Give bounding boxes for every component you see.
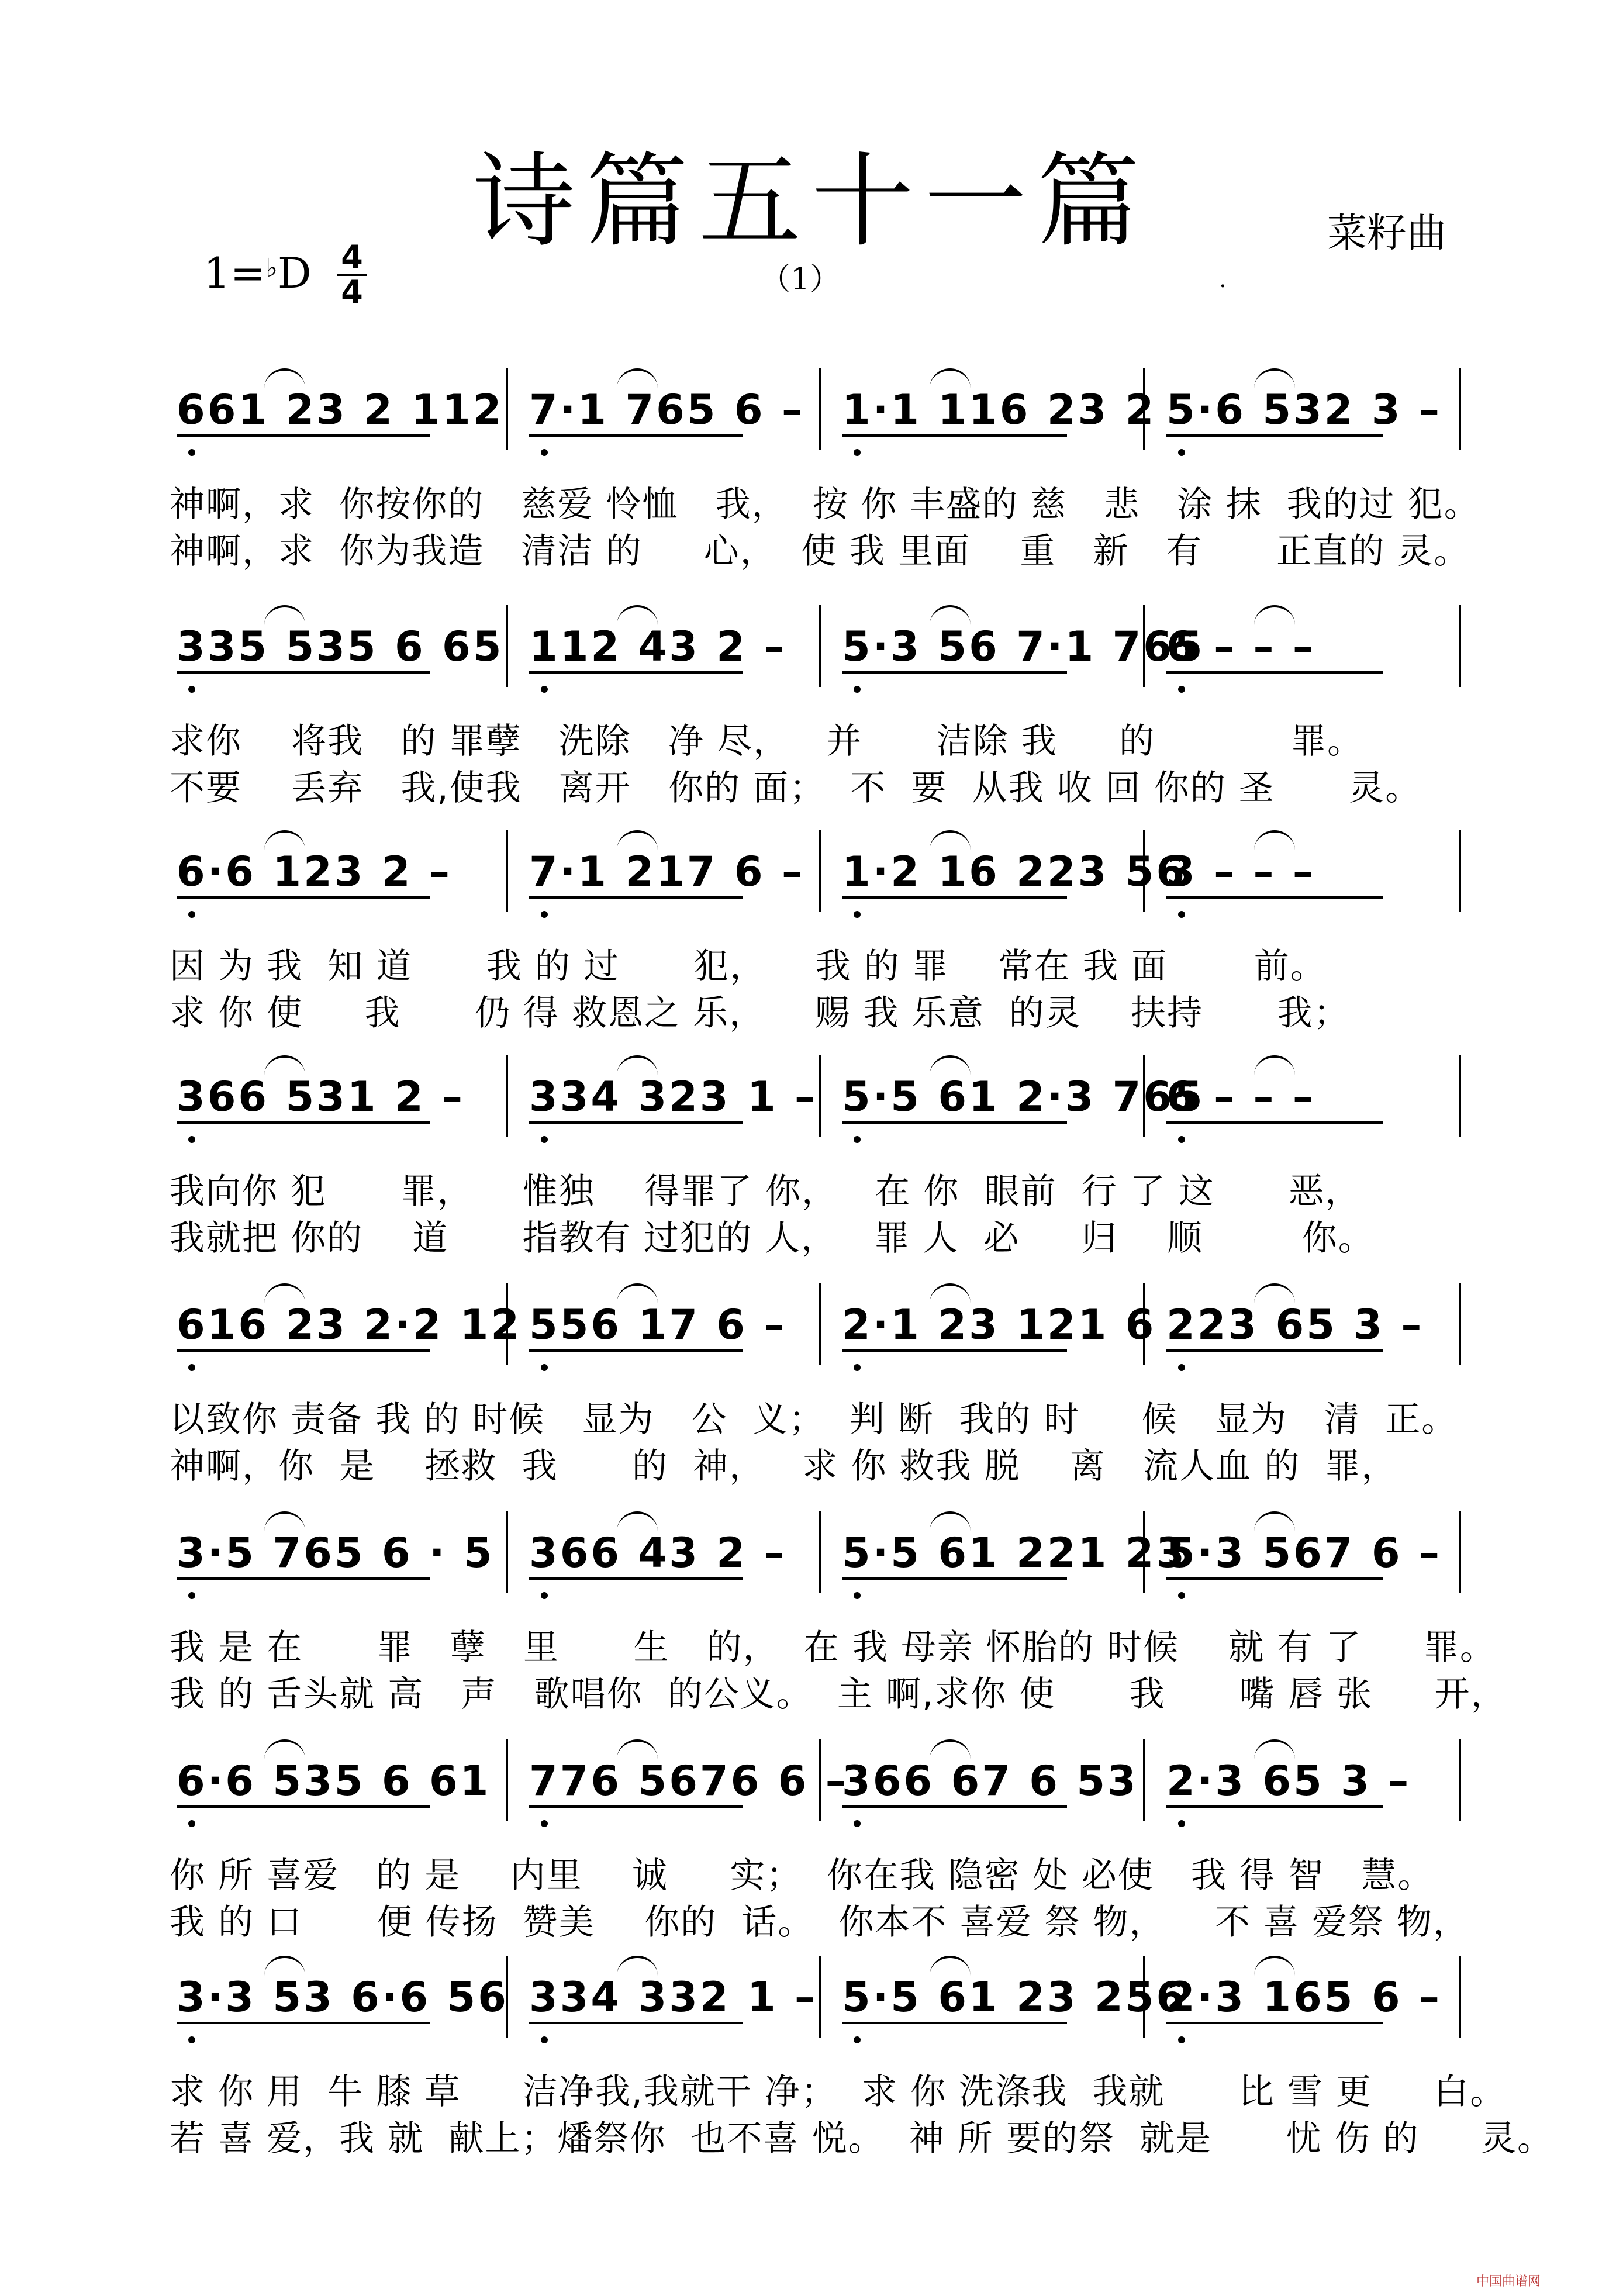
low-octave-dot bbox=[1178, 686, 1185, 693]
beam-underline bbox=[529, 434, 743, 437]
slur-mark bbox=[617, 1511, 658, 1531]
measure-notes: 7·1 217 6 – bbox=[529, 848, 804, 896]
lyric-verse-2: 神啊，求 你为我造 清洁 的 心， 使 我 里面 重 新 有 正直的 灵。 bbox=[170, 531, 1470, 572]
low-octave-dot bbox=[541, 449, 548, 456]
low-octave-dot bbox=[1178, 1592, 1185, 1599]
slur-mark bbox=[1254, 605, 1295, 625]
lyric-verse-1: 你 所 喜爱 的 是 内里 诚 实； 你在我 隐密 处 必使 我 得 智 慧。 bbox=[170, 1855, 1434, 1896]
slur-mark bbox=[930, 368, 971, 388]
beam-underline bbox=[177, 434, 430, 437]
lyric-verse-2: 求 你 使 我 仍 得 救恩之 乐， 赐 我 乐意 的灵 扶持 我； bbox=[170, 993, 1350, 1034]
slur-mark bbox=[617, 1956, 658, 1976]
beam-underline bbox=[529, 1577, 743, 1580]
lyric-verse-2: 我就把 你的 道 指教有 过犯的 人， 罪 人 必 归 顺 你。 bbox=[170, 1218, 1375, 1259]
part-number: （1） bbox=[760, 262, 841, 297]
measure-notes: 5·3 56 7·1 765 bbox=[842, 623, 1205, 671]
slur-mark bbox=[1254, 368, 1295, 388]
composer-credit: 菜籽曲 bbox=[1327, 210, 1447, 257]
barline bbox=[1459, 368, 1461, 450]
beam-underline bbox=[1166, 434, 1383, 437]
barline bbox=[1143, 1739, 1145, 1821]
low-octave-dot bbox=[854, 2036, 861, 2043]
slur-mark bbox=[1254, 1739, 1295, 1759]
measure-notes: 2·1 23 121 6 bbox=[842, 1301, 1156, 1349]
barline bbox=[506, 1055, 508, 1137]
slur-mark bbox=[264, 1511, 305, 1531]
slur-mark bbox=[617, 1739, 658, 1759]
beam-underline bbox=[1166, 1349, 1383, 1352]
barline bbox=[506, 830, 508, 912]
measure-notes: 661 23 2 112 bbox=[177, 386, 504, 434]
beam-underline bbox=[1166, 1805, 1383, 1808]
barline bbox=[1459, 605, 1461, 687]
measure-notes: 5·5 61 221 23 bbox=[842, 1529, 1187, 1577]
beam-underline bbox=[1166, 1577, 1383, 1580]
beam-underline bbox=[529, 1805, 743, 1808]
beam-underline bbox=[529, 2022, 743, 2024]
lyric-verse-1: 求 你 用 牛 膝 草 洁净我,我就干 净； 求 你 洗涤我 我就 比 雪 更 白。 bbox=[170, 2071, 1507, 2112]
page-title: 诗篇五十一篇 bbox=[473, 143, 1150, 261]
low-octave-dot bbox=[1178, 911, 1185, 918]
slur-mark bbox=[1254, 1283, 1295, 1303]
measure-notes: 6·6 123 2 – bbox=[177, 848, 452, 896]
slur-mark bbox=[264, 1055, 305, 1075]
beam-underline bbox=[177, 1577, 430, 1580]
low-octave-dot bbox=[541, 1592, 548, 1599]
low-octave-dot bbox=[188, 1820, 195, 1827]
low-octave-dot bbox=[188, 1136, 195, 1143]
low-octave-dot bbox=[188, 1592, 195, 1599]
measure-notes: 112 43 2 – bbox=[529, 623, 787, 671]
barline bbox=[819, 830, 821, 912]
measure-notes: 366 43 2 – bbox=[529, 1529, 787, 1577]
barline bbox=[1459, 830, 1461, 912]
low-octave-dot bbox=[188, 1364, 195, 1371]
low-octave-dot bbox=[854, 1364, 861, 1371]
lyric-verse-1: 因 为 我 知 道 我 的 过 犯， 我 的 罪 常在 我 面 前。 bbox=[170, 946, 1327, 987]
low-octave-dot bbox=[854, 1592, 861, 1599]
low-octave-dot bbox=[854, 686, 861, 693]
slur-mark bbox=[1254, 1055, 1295, 1075]
lyric-verse-2: 我 的 舌头就 高 声 歌唱你 的公义。 主 啊,求你 使 我 嘴 唇 张 开， bbox=[170, 1674, 1507, 1715]
low-octave-dot bbox=[1178, 1820, 1185, 1827]
beam-underline bbox=[177, 671, 430, 674]
barline bbox=[1459, 1956, 1461, 2038]
measure-notes: 2·3 165 6 – bbox=[1166, 1973, 1442, 2021]
low-octave-dot bbox=[1178, 1364, 1185, 1371]
slur-mark bbox=[264, 830, 305, 850]
barline bbox=[506, 368, 508, 450]
measure-notes: 5·6 532 3 – bbox=[1166, 386, 1442, 434]
beam-underline bbox=[842, 434, 1067, 437]
low-octave-dot bbox=[854, 1820, 861, 1827]
low-octave-dot bbox=[1178, 2036, 1185, 2043]
slur-mark bbox=[930, 830, 971, 850]
beam-underline bbox=[842, 896, 1067, 899]
lyric-verse-2: 若 喜 爱，我 就 献上；燔祭你 也不喜 悦。 神 所 要的祭 就是 忧 伤 的 灵。 bbox=[170, 2118, 1553, 2159]
measure-notes: 6·6 535 6 61 bbox=[177, 1757, 491, 1805]
slur-mark bbox=[617, 368, 658, 388]
low-octave-dot bbox=[188, 911, 195, 918]
measure-notes: 334 332 1 – bbox=[529, 1973, 818, 2021]
beam-underline bbox=[842, 1121, 1067, 1124]
slur-mark bbox=[930, 1055, 971, 1075]
measure-notes: 556 17 6 – bbox=[529, 1301, 787, 1349]
slur-mark bbox=[1254, 830, 1295, 850]
low-octave-dot bbox=[541, 1820, 548, 1827]
slur-mark bbox=[617, 830, 658, 850]
slur-mark bbox=[264, 1956, 305, 1976]
slur-mark bbox=[930, 1739, 971, 1759]
barline bbox=[819, 605, 821, 687]
time-top: 4 bbox=[341, 239, 363, 275]
slur-mark bbox=[1254, 1511, 1295, 1531]
slur-mark bbox=[930, 605, 971, 625]
lyric-verse-1: 我向你 犯 罪， 惟独 得罪了 你， 在 你 眼前 行 了 这 恶， bbox=[170, 1171, 1362, 1212]
slur-mark bbox=[930, 1956, 971, 1976]
beam-underline bbox=[1166, 2022, 1383, 2024]
beam-underline bbox=[842, 1349, 1067, 1352]
lyric-verse-1: 求你 将我 的 罪孽 洗除 净 尽， 并 洁除 我 的 罪。 bbox=[170, 721, 1363, 762]
beam-underline bbox=[529, 1349, 743, 1352]
beam-underline bbox=[529, 896, 743, 899]
measure-notes: 1·1 116 23 2 bbox=[842, 386, 1156, 434]
measure-notes: 366 67 6 53 bbox=[842, 1757, 1138, 1805]
beam-underline bbox=[842, 671, 1067, 674]
barline bbox=[819, 1511, 821, 1593]
time-bottom: 4 bbox=[341, 274, 363, 310]
low-octave-dot bbox=[854, 1136, 861, 1143]
barline bbox=[819, 1956, 821, 2038]
barline bbox=[506, 1511, 508, 1593]
low-octave-dot bbox=[541, 686, 548, 693]
beam-underline bbox=[529, 1121, 743, 1124]
beam-underline bbox=[842, 1577, 1067, 1580]
beam-underline bbox=[177, 2022, 430, 2024]
measure-notes: 7·1 765 6 – bbox=[529, 386, 804, 434]
key-signature bbox=[203, 248, 312, 298]
slur-mark bbox=[264, 1283, 305, 1303]
measure-notes: 3·3 53 6·6 56 bbox=[177, 1973, 509, 2021]
beam-underline bbox=[177, 1121, 430, 1124]
slur-mark bbox=[1254, 1956, 1295, 1976]
beam-underline bbox=[177, 896, 430, 899]
slur-mark bbox=[264, 368, 305, 388]
beam-underline bbox=[1166, 671, 1383, 674]
beam-underline bbox=[177, 1349, 430, 1352]
lyric-verse-2: 不要 丢弃 我,使我 离开 你的 面； 不 要 从我 收 回 你的 圣 灵。 bbox=[170, 768, 1422, 809]
barline bbox=[506, 1739, 508, 1821]
slur-mark bbox=[617, 1283, 658, 1303]
measure-notes: 5·5 61 2·3 765 bbox=[842, 1073, 1205, 1121]
barline bbox=[506, 605, 508, 687]
lyric-verse-2: 神啊，你 是 拯救 我 的 神， 求 你 救我 脱 离 流人血 的 罪， bbox=[170, 1446, 1398, 1487]
key-prefix: 1= bbox=[203, 248, 266, 298]
measure-notes: 5·3 567 6 – bbox=[1166, 1529, 1442, 1577]
lyric-verse-1: 神啊，求 你按你的 慈爱 怜恤 我， 按 你 丰盛的 慈 悲 涂 抹 我的过 犯。 bbox=[170, 484, 1480, 525]
measure-notes: 1·2 16 223 56 bbox=[842, 848, 1187, 896]
measure-notes: 223 65 3 – bbox=[1166, 1301, 1424, 1349]
slur-mark bbox=[617, 605, 658, 625]
beam-underline bbox=[177, 1805, 430, 1808]
measure-notes: 5·5 61 23 256 bbox=[842, 1973, 1187, 2021]
low-octave-dot bbox=[541, 911, 548, 918]
low-octave-dot bbox=[541, 1136, 548, 1143]
time-signature bbox=[334, 241, 370, 309]
low-octave-dot bbox=[854, 449, 861, 456]
low-octave-dot bbox=[1178, 1136, 1185, 1143]
stray-dot: . bbox=[1219, 266, 1227, 293]
slur-mark bbox=[930, 1283, 971, 1303]
slur-mark bbox=[264, 605, 305, 625]
slur-mark bbox=[264, 1739, 305, 1759]
low-octave-dot bbox=[188, 2036, 195, 2043]
flat-icon: ♭ bbox=[265, 253, 278, 283]
measure-notes: 3·5 765 6 · 5 bbox=[177, 1529, 495, 1577]
measure-notes: 6 – – – bbox=[1166, 623, 1315, 671]
measure-notes: 776 5676 6 – bbox=[529, 1757, 848, 1805]
beam-underline bbox=[1166, 1121, 1383, 1124]
watermark-logo: 中国曲谱网 bbox=[1476, 2274, 1541, 2289]
measure-notes: 366 531 2 – bbox=[177, 1073, 465, 1121]
measure-notes: 6 – – – bbox=[1166, 1073, 1315, 1121]
measure-notes: 2·3 65 3 – bbox=[1166, 1757, 1411, 1805]
barline bbox=[1459, 1511, 1461, 1593]
low-octave-dot bbox=[1178, 449, 1185, 456]
beam-underline bbox=[529, 671, 743, 674]
barline bbox=[819, 1283, 821, 1365]
measure-notes: 334 323 1 – bbox=[529, 1073, 818, 1121]
beam-underline bbox=[842, 2022, 1067, 2024]
measure-notes: 616 23 2·2 12 bbox=[177, 1301, 522, 1349]
low-octave-dot bbox=[541, 2036, 548, 2043]
low-octave-dot bbox=[188, 686, 195, 693]
barline bbox=[1459, 1739, 1461, 1821]
measure-notes: 335 535 6 65 bbox=[177, 623, 504, 671]
key-letter: D bbox=[277, 248, 312, 298]
lyric-verse-2: 我 的 口 便 传扬 赞美 你的 话。 你本不 喜爱 祭 物， 不 喜 爱祭 物， bbox=[170, 1902, 1470, 1943]
measure-notes: 3 – – – bbox=[1166, 848, 1315, 896]
beam-underline bbox=[842, 1805, 1067, 1808]
barline bbox=[1459, 1283, 1461, 1365]
slur-mark bbox=[617, 1055, 658, 1075]
lyric-verse-1: 以致你 责备 我 的 时候 显为 公 义； 判 断 我的 时 候 显为 清 正。 bbox=[170, 1399, 1458, 1440]
barline bbox=[819, 1055, 821, 1137]
barline bbox=[819, 368, 821, 450]
low-octave-dot bbox=[541, 1364, 548, 1371]
low-octave-dot bbox=[854, 911, 861, 918]
beam-underline bbox=[1166, 896, 1383, 899]
barline bbox=[1459, 1055, 1461, 1137]
lyric-verse-1: 我 是 在 罪 孽 里 生 的， 在 我 母亲 怀胎的 时候 就 有 了 罪。 bbox=[170, 1627, 1496, 1668]
low-octave-dot bbox=[188, 449, 195, 456]
slur-mark bbox=[930, 1511, 971, 1531]
